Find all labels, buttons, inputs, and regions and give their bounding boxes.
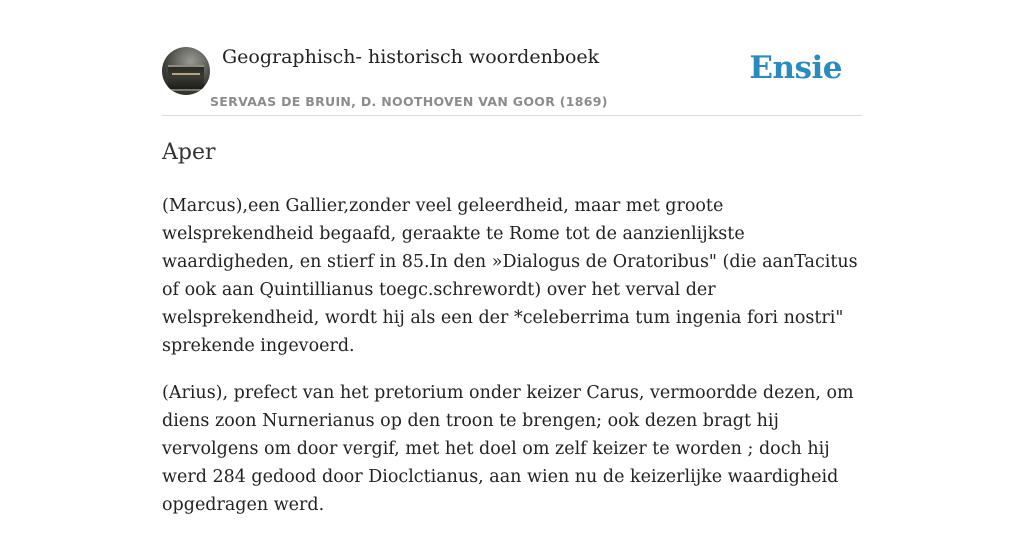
entry-paragraph: (Arius), prefect van het pretorium onder keizer Carus, vermoordde dezen, om diens zoon Nurnerianus op den troon te brengen; ook dezen bragt hij vervolgens om door vergif, met het doel om zelf keizer te worden ; doch hij werd 284 gedood door Dioclctianus, aan wien nu de keizerlijke waardigheid opgedragen werd. [162, 383, 854, 515]
header [162, 40, 862, 116]
entry-title: Aper [162, 140, 216, 165]
book-band [172, 73, 200, 75]
book-cover-icon[interactable] [162, 47, 210, 95]
book-spine [168, 65, 204, 91]
book-title[interactable]: Geographisch- historisch woordenboek [222, 46, 600, 68]
entry-paragraph: (Marcus),een Gallier,zonder veel geleerdheid, maar met groote welsprekendheid begaafd, geraakte te Rome tot de aanzienlijkste waardigheden, en stierf in 85.In den »Dialogus de Oratoribus" (die aanTacitus of ook aan Quintillianus toegc.schrewordt) over het verval der welsprekendheid, wordt hij als een der *celeberrima tum ingenia fori nostri" sprekende ingevoerd. [162, 196, 858, 356]
ensie-logo[interactable]: Ensie [749, 50, 842, 86]
book-authors: SERVAAS DE BRUIN, D. NOOTHOVEN VAN GOOR (1869) [210, 94, 608, 109]
entry-content [162, 192, 862, 538]
